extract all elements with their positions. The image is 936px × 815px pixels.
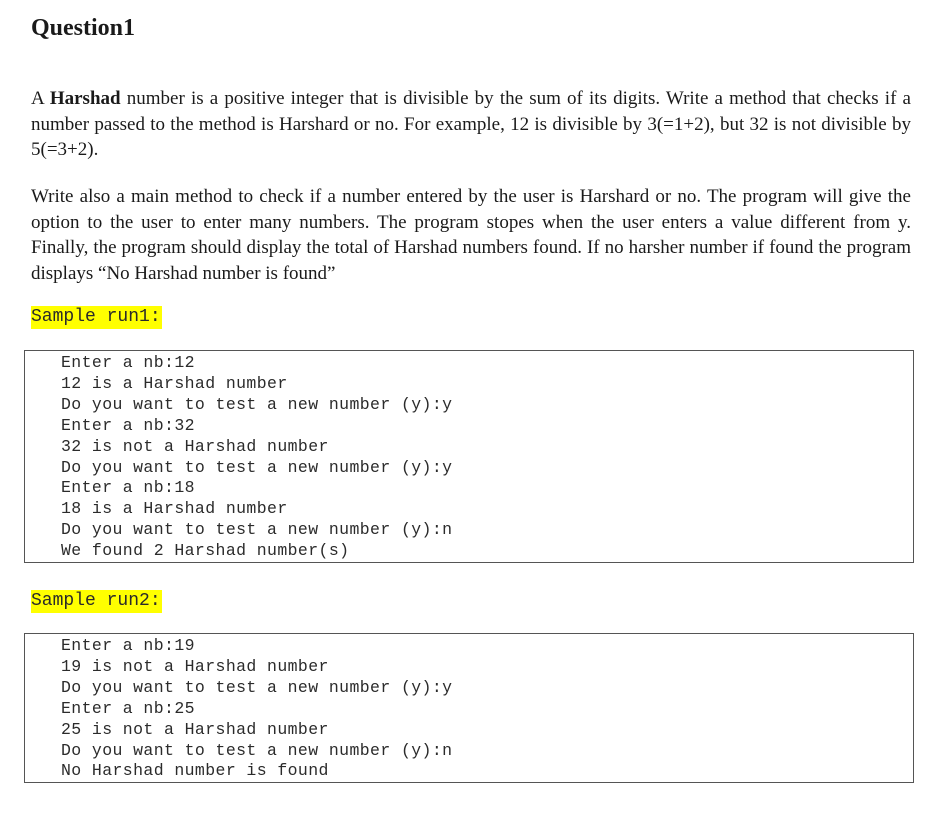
definition-paragraph — [31, 86, 911, 163]
console-line: Do you want to test a new number (y):y — [61, 394, 453, 414]
console-line: Enter a nb:12 — [61, 353, 195, 372]
console-line: Enter a nb:18 — [61, 478, 195, 498]
console-line: Do you want to test a new number (y):y — [61, 677, 453, 697]
sample-run1-highlight: Sample run1: — [31, 307, 161, 327]
console-line: Enter a nb:32 — [61, 415, 195, 435]
console-line: We found 2 Harshad number(s) — [61, 541, 350, 561]
console-line: 32 is not a Harshad number — [61, 436, 329, 456]
console-line: Enter a nb:25 — [61, 698, 195, 718]
question-title: Question1 — [31, 15, 136, 41]
console-line: Enter a nb:19 — [61, 636, 195, 655]
console-line: 19 is not a Harshad number — [61, 656, 329, 676]
sample-run2-label — [31, 590, 162, 612]
instructions-paragraph: Write also a main method to check if a number entered by the user is Harshard or no. The program will give the option to the user to enter many numbers. The program stopes when the user enters a value different from y. Finally, the program should display the total of Harshad numbers found. If no harsher number if found the program displays “No Harshad number is found” — [31, 186, 911, 284]
sample-run1-console — [24, 350, 914, 563]
console-line: 12 is a Harshad number — [61, 373, 288, 393]
console-line: Do you want to test a new number (y):n — [61, 520, 453, 540]
console-line: No Harshad number is found — [61, 761, 329, 781]
harshad-term: Harshad — [49, 88, 121, 109]
paragraph-intro: A — [31, 88, 50, 109]
paragraph-rest: number is a positive integer that is divisible by the sum of its digits. Write a method that checks if a number passed to the method is Harshard or no. For example, 12 is divisible by 3(=1+2), but 32 is not divisible by 5(=3+2). — [31, 88, 911, 160]
sample-run2-console — [24, 633, 914, 783]
console-line: 18 is a Harshad number — [61, 499, 288, 519]
sample-run1-label — [31, 306, 162, 328]
console-line: Do you want to test a new number (y):y — [61, 457, 453, 477]
console-line: Do you want to test a new number (y):n — [61, 740, 453, 760]
sample-run2-highlight: Sample run2: — [31, 591, 161, 611]
console-line: 25 is not a Harshad number — [61, 719, 329, 739]
